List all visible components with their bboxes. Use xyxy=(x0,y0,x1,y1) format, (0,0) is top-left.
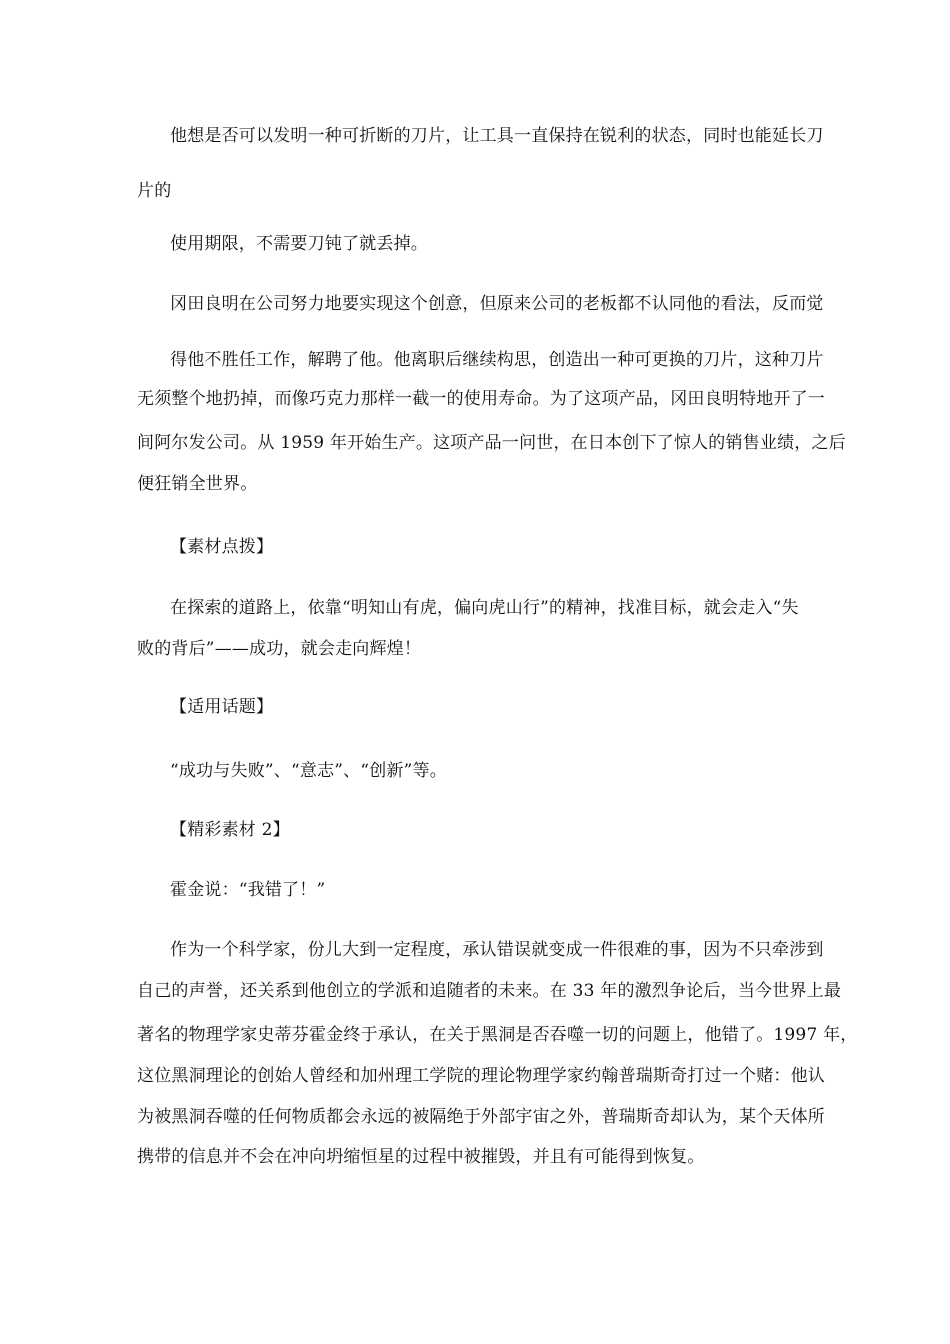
paragraph-line: 携带的信息并不会在冲向坍缩恒星的过程中被摧毁，并且有可能得到恢复。 xyxy=(137,1147,705,1167)
paragraph-line: 便狂销全世界。 xyxy=(137,474,258,494)
paragraph-line: “成功与失败”、“意志”、“创新”等。 xyxy=(170,761,447,781)
paragraph-line: 无须整个地扔掉，而像巧克力那样一截一的使用寿命。为了这项产品，冈田良明特地开了一 xyxy=(137,389,825,409)
paragraph-line: 得他不胜任工作，解聘了他。他离职后继续构思，创造出一种可更换的刀片，这种刀片 xyxy=(170,350,824,370)
section-heading: 【素材点拨】 xyxy=(170,537,274,557)
paragraph-line: 为被黑洞吞噬的任何物质都会永远的被隔绝于外部宇宙之外，普瑞斯奇却认为，某个天体所 xyxy=(137,1107,825,1127)
paragraph-line: 冈田良明在公司努力地要实现这个创意，但原来公司的老板都不认同他的看法，反而觉 xyxy=(170,294,824,314)
paragraph-line: 间阿尔发公司。从 1959 年开始生产。这项产品一问世，在日本创下了惊人的销售业绩，之后 xyxy=(137,433,846,453)
paragraph-line: 片的 xyxy=(137,181,172,201)
section-heading: 【适用话题】 xyxy=(170,697,274,717)
paragraph-line: 使用期限，不需要刀钝了就丢掉。 xyxy=(170,234,428,254)
section-heading: 【精彩素材 2】 xyxy=(170,820,290,840)
paragraph-line: 作为一个科学家，份儿大到一定程度，承认错误就变成一件很难的事，因为不只牵涉到 xyxy=(170,940,824,960)
paragraph-line: 自己的声誉，还关系到他创立的学派和追随者的未来。在 33 年的激烈争论后，当今世界上最 xyxy=(137,981,842,1001)
paragraph-line: 这位黑洞理论的创始人曾经和加州理工学院的理论物理学家约翰普瑞斯奇打过一个赌：他认 xyxy=(137,1066,825,1086)
paragraph-line: 霍金说：“我错了！” xyxy=(170,880,326,900)
paragraph-line: 在探索的道路上，依靠“明知山有虎，偏向虎山行”的精神，找准目标，就会走入“失 xyxy=(170,598,799,618)
paragraph-line: 著名的物理学家史蒂芬霍金终于承认，在关于黑洞是否吞噬一切的问题上，他错了。1997 年， xyxy=(137,1025,858,1045)
paragraph-line: 他想是否可以发明一种可折断的刀片，让工具一直保持在锐利的状态，同时也能延长刀 xyxy=(170,126,824,146)
paragraph-line: 败的背后”——成功，就会走向辉煌！ xyxy=(137,639,422,659)
